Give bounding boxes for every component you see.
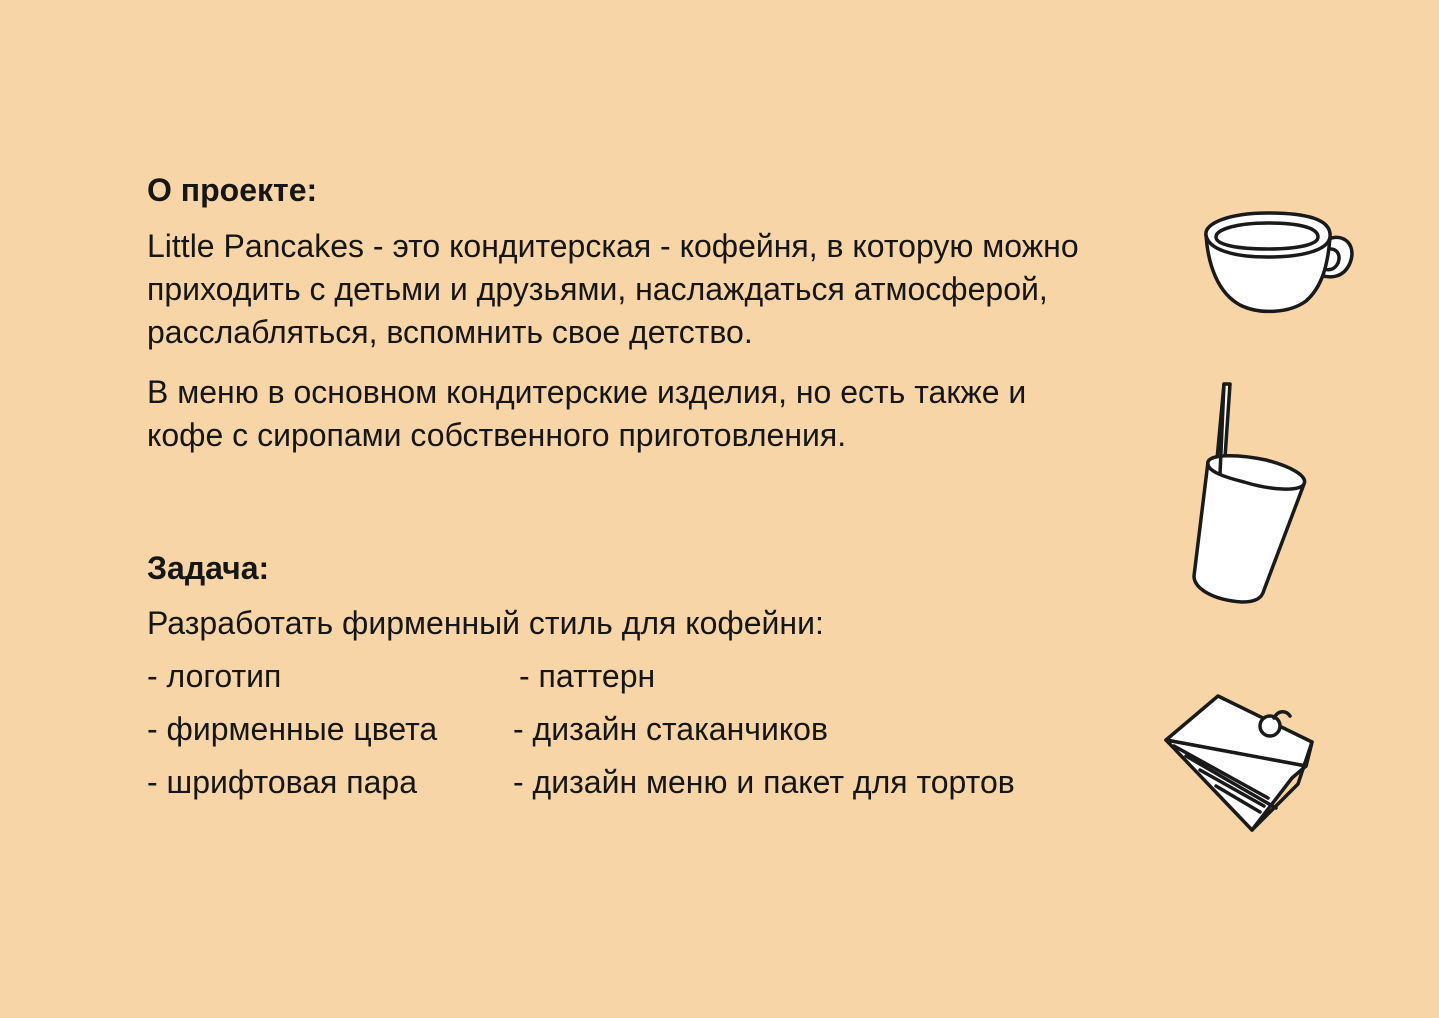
task-row — [147, 655, 1107, 698]
about-paragraph-1: Little Pancakes - это кондитерская - кофейня, в которую можно приходить с детьми и друзьями, наслаждаться атмосферой, расслабляться, вспомнить свое детство. — [147, 228, 1079, 350]
text-content — [147, 168, 1107, 804]
task-row — [147, 761, 1107, 804]
cake-slice-icon — [1160, 690, 1330, 840]
task-item: - дизайн меню и пакет для тортов — [513, 764, 1015, 800]
task-item: - логотип — [147, 658, 282, 694]
task-item: - паттерн — [519, 658, 656, 694]
task-item: - фирменные цвета — [147, 711, 438, 747]
task-item: - дизайн стаканчиков — [513, 711, 828, 747]
drink-glass-icon — [1186, 378, 1316, 608]
about-paragraph-2: В меню в основном кондитерские изделия, но есть также и кофе с сиропами собственного приготовления. — [147, 374, 1027, 453]
task-heading: Задача: — [147, 550, 270, 586]
task-list — [147, 655, 1107, 804]
task-intro: Разработать фирменный стиль для кофейни: — [147, 605, 824, 641]
task-row — [147, 708, 1107, 751]
task-item: - шрифтовая пара — [147, 764, 417, 800]
coffee-cup-icon — [1200, 205, 1360, 315]
about-heading: О проекте: — [147, 172, 318, 208]
